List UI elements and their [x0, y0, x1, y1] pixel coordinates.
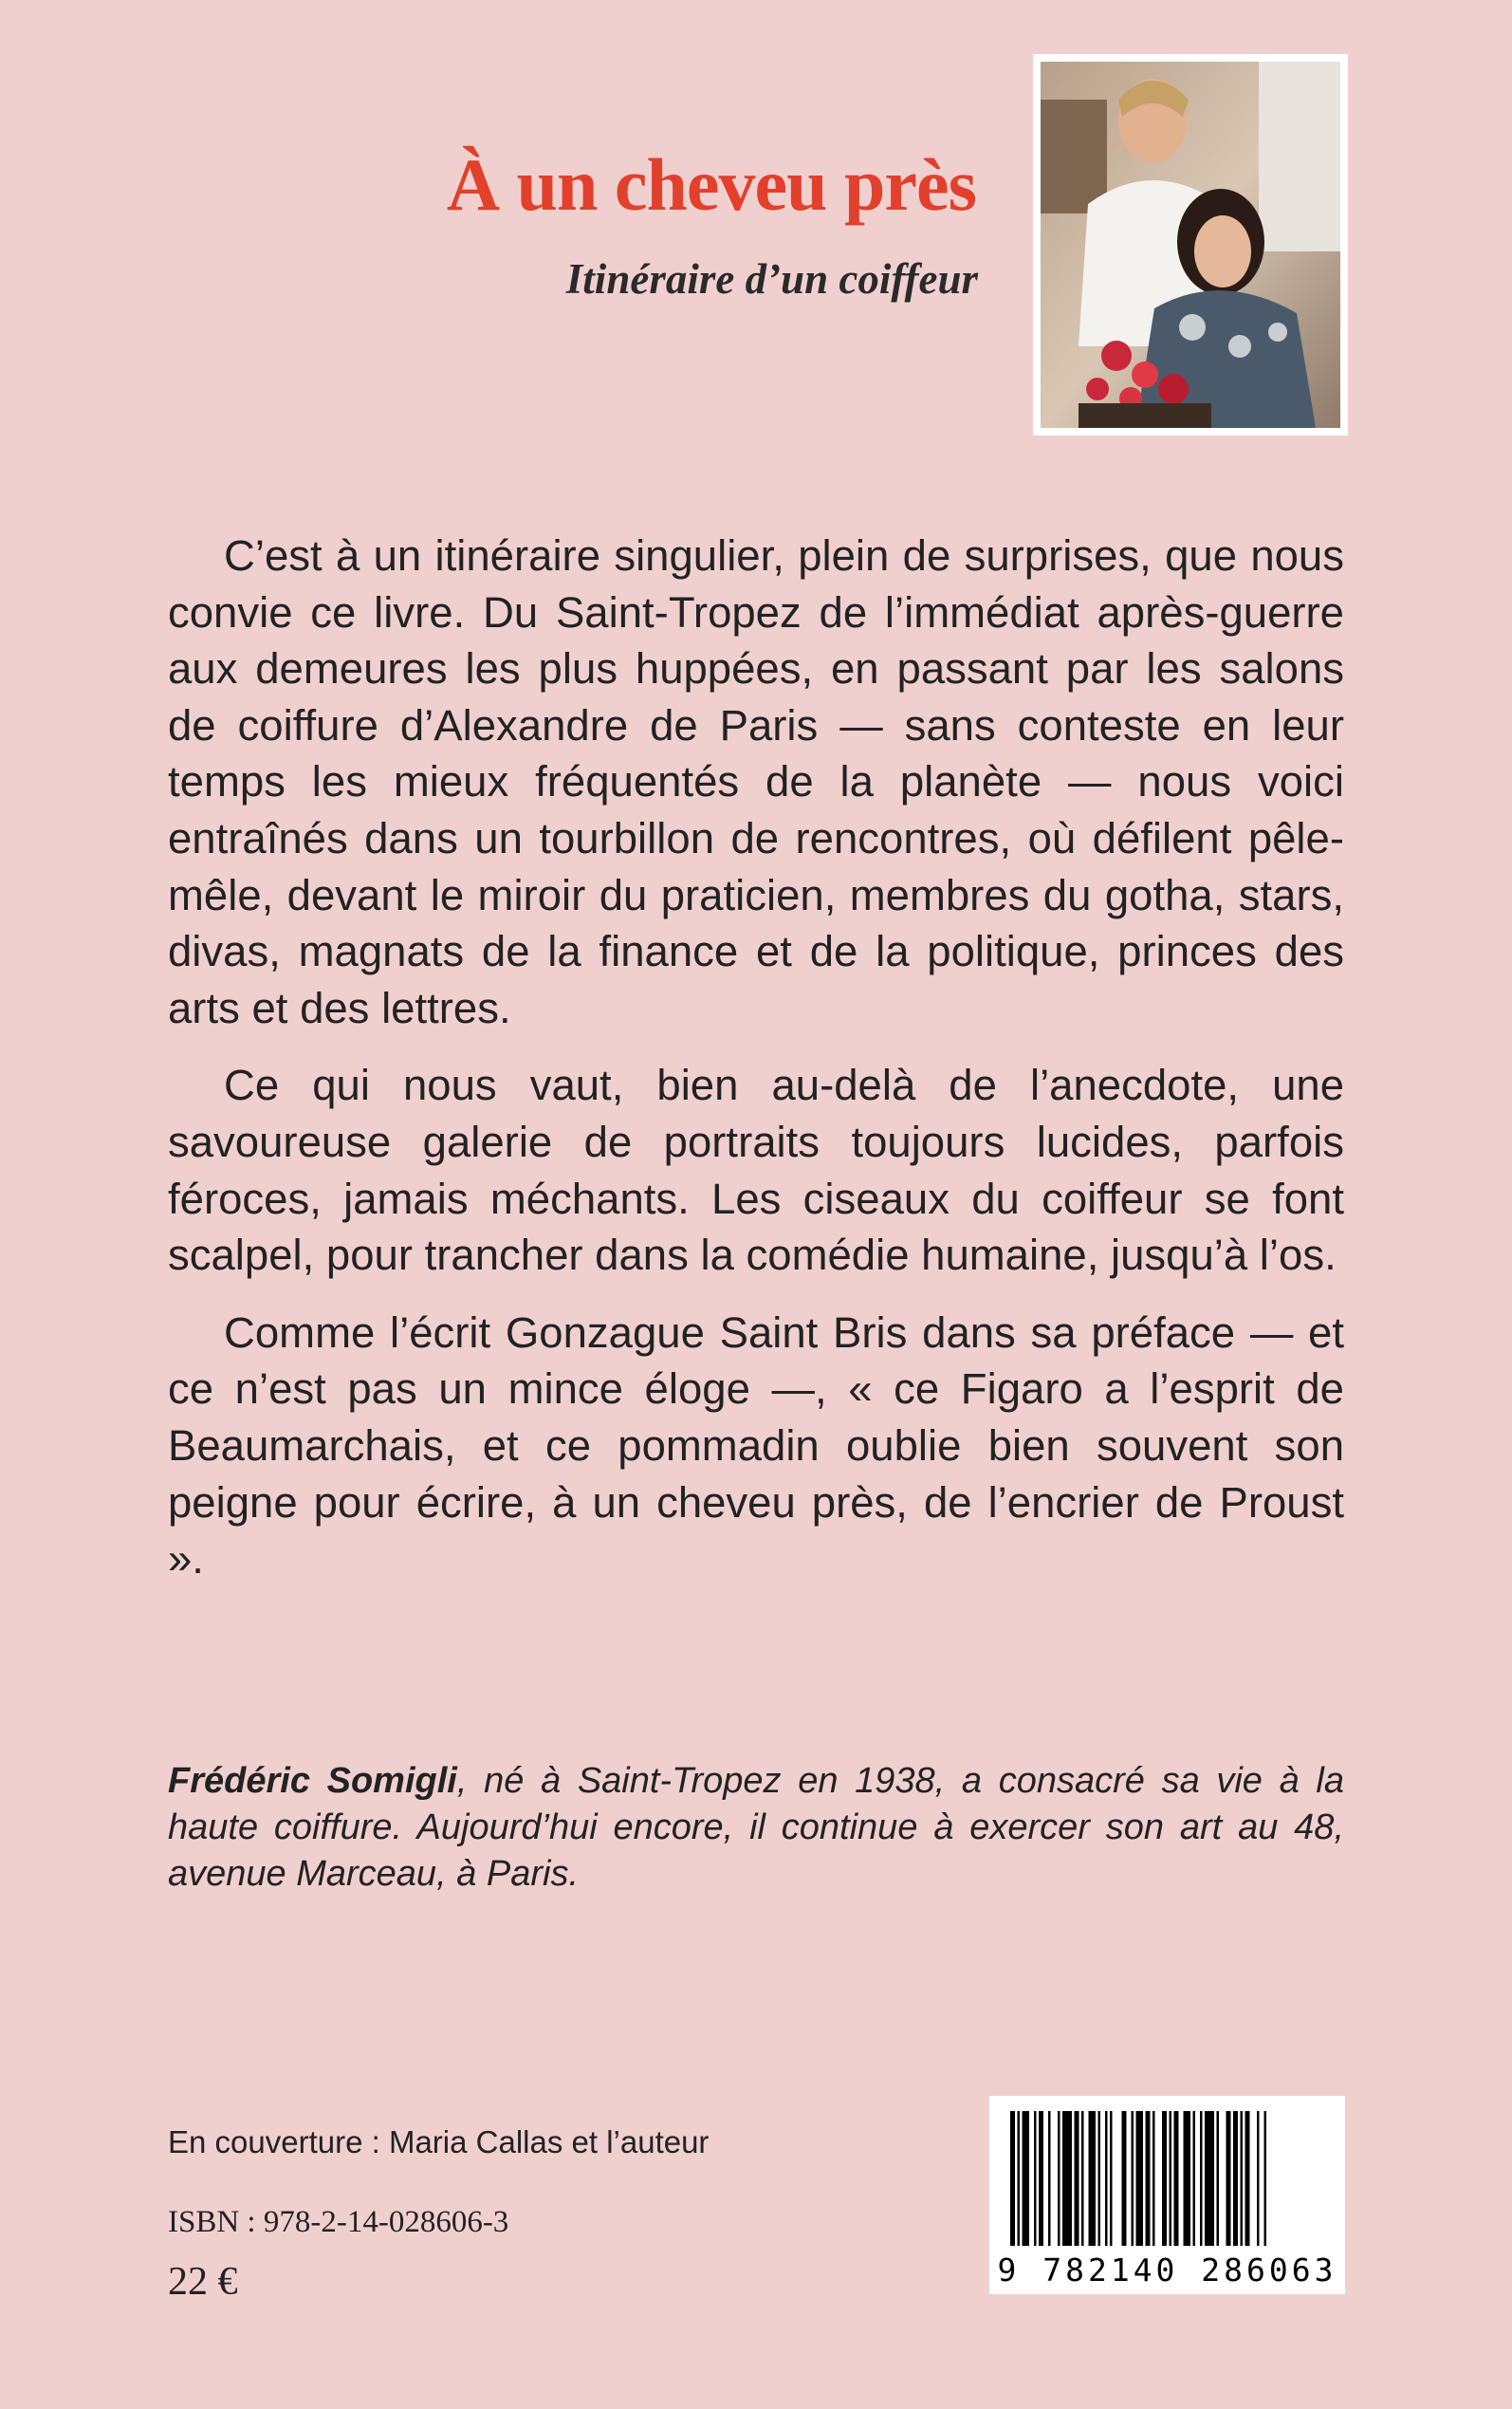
barcode [989, 2096, 1345, 2294]
barcode-bar [1034, 2111, 1037, 2246]
author-name: Frédéric Somigli [168, 1761, 457, 1801]
isbn: ISBN : 978-2-14-028606-3 [168, 2205, 509, 2239]
barcode-bar [1226, 2111, 1231, 2246]
barcode-bar [1200, 2111, 1203, 2246]
barcode-bar [1217, 2111, 1220, 2246]
cover-photo [1033, 54, 1348, 435]
barcode-bar [1257, 2111, 1260, 2246]
barcode-bar [1048, 2111, 1051, 2246]
barcode-bar [1023, 2111, 1030, 2246]
barcode-bar [1136, 2111, 1144, 2246]
barcode-bar [1174, 2111, 1179, 2246]
barcode-bars [1010, 2111, 1324, 2246]
blurb-paragraph-3: Comme l’écrit Gonzague Saint Bris dans sa préface — et ce n’est pas un mince éloge —, « ce Figaro a l’esprit de Beaumarchais, et ce pommadin oublie bien souvent son peigne pour écrire, à un cheveu près, de l’encrier de Proust ». [168, 1307, 1344, 1584]
barcode-bar [1058, 2111, 1060, 2246]
barcode-bar [1152, 2111, 1155, 2246]
book-subtitle: Itinéraire d’un coiffeur [565, 255, 978, 303]
barcode-bar [1205, 2111, 1214, 2246]
barcode-bar [1170, 2111, 1172, 2246]
barcode-bar [1241, 2111, 1244, 2246]
barcode-bar [1132, 2111, 1134, 2246]
barcode-bar [1062, 2111, 1072, 2246]
barcode-digits: 9 782140 286063 [997, 2251, 1337, 2289]
barcode-bar [1075, 2111, 1079, 2246]
price: 22 € [168, 2260, 238, 2304]
blurb-paragraph-2: Ce qui nous vaut, bien au-delà de l’anecdote, une savoureuse galerie de portraits toujours lucides, parfois féroces, jamais méchants. Les ciseaux du coiffeur se font scalpel, pour trancher dans la comédie humaine, jusqu’à l’os. [168, 1061, 1344, 1280]
barcode-bar [1146, 2111, 1151, 2246]
blurb [168, 528, 1344, 1608]
cover-credit: En couverture : Maria Callas et l’auteur [168, 2124, 710, 2159]
barcode-bar [1018, 2111, 1021, 2246]
barcode-bar [1162, 2111, 1167, 2246]
barcode-bar [1105, 2111, 1108, 2246]
author-bio [168, 1758, 1344, 1898]
barcode-bar [1110, 2111, 1113, 2246]
barcode-bar [1089, 2111, 1097, 2246]
barcode-bar [1184, 2111, 1191, 2246]
author-bio-text: , né à Saint-Tropez en 1938, a consacré sa vie à la haute coiffure. Aujourd’hui encore, il continue à exercer son art au 48, avenue Marceau, à Paris. [168, 1761, 1344, 1894]
barcode-bar [1010, 2111, 1015, 2246]
barcode-bar [1081, 2111, 1084, 2246]
barcode-bar [1122, 2111, 1127, 2246]
barcode-bar [1098, 2111, 1101, 2246]
cover-photo-image [1041, 62, 1340, 428]
barcode-bar [1193, 2111, 1196, 2246]
blurb-paragraph-1: C’est à un itinéraire singulier, plein de surprises, que nous convie ce livre. Du Saint-Tropez de l’immédiat après-guerre aux demeures les plus huppées, en passant par les salons de coiffure d’Alexandre de Paris — sans conteste en leur temps les mieux fréquentés de la planète — nous voici entraînés dans un tourbillon de rencontres, où défilent pêle-mêle, devant le miroir du praticien, membres du gotha, stars, divas, magnats de la finance et de la politique, princes des arts et des lettres. [168, 531, 1344, 1032]
barcode-bar [1039, 2111, 1043, 2246]
barcode-bar [1264, 2111, 1267, 2246]
book-title: À un cheveu près [446, 143, 976, 226]
barcode-bar [1233, 2111, 1238, 2246]
barcode-bar [1245, 2111, 1250, 2246]
